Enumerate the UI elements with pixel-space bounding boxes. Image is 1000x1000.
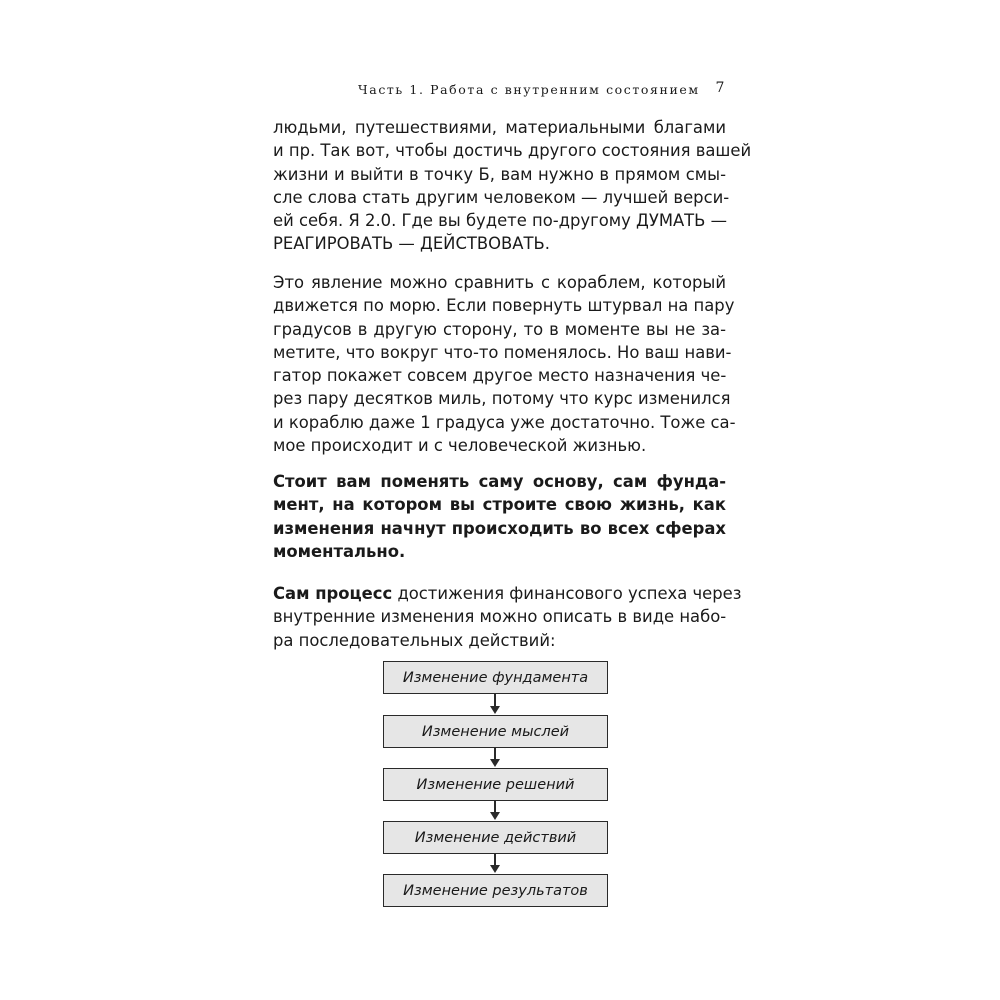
text-line: Стоит вам поменять саму основу, сам фунда- <box>273 472 726 491</box>
page-number: 7 <box>715 80 726 96</box>
text-line: внутренние изменения можно описать в виде набо- <box>273 607 727 627</box>
text-fragment: достижения финансового успеха через <box>397 584 742 603</box>
flow-step-results: Изменение результатов <box>383 874 608 907</box>
text-line: Это явление можно сравнить с кораблем, который <box>273 273 726 292</box>
arrow-down-icon <box>490 865 500 873</box>
paragraph-1 <box>273 116 752 256</box>
text-line: метите, что вокруг что-то поменялось. Но ваш нави- <box>273 342 732 362</box>
text-line: рез пару десятков миль, потому что курс изменился <box>273 389 731 409</box>
text-line: градусов в другую сторону, то в моменте вы не за- <box>273 319 726 339</box>
paragraph-4 <box>273 582 742 652</box>
flow-step-decisions: Изменение решений <box>383 768 608 801</box>
text-line: мент, на котором вы строите свою жизнь, как <box>273 495 726 515</box>
text-line: сле слова стать другим человеком — лучшей верси- <box>273 187 730 207</box>
text-line: РЕАГИРОВАТЬ — ДЕЙСТВОВАТЬ. <box>273 234 550 254</box>
flow-step-foundation: Изменение фундамента <box>383 661 608 694</box>
text-line: ей себя. Я 2.0. Где вы будете по-другому ДУМАТЬ — <box>273 211 728 231</box>
text-line: людьми, путешествиями, материальными благами <box>273 118 726 137</box>
text-line <box>273 582 742 605</box>
text-line: гатор покажет совсем другое место назначения че- <box>273 366 727 386</box>
arrow-down-icon <box>490 706 500 714</box>
arrow-down-icon <box>490 812 500 820</box>
text-line: жизни и выйти в точку Б, вам нужно в прямом смы- <box>273 164 726 184</box>
text-line: моментально. <box>273 541 406 561</box>
text-line: и пр. Так вот, чтобы достичь другого состояния вашей <box>273 141 752 161</box>
arrow-down-icon <box>490 759 500 767</box>
text-line: ра последовательных действий: <box>273 630 556 650</box>
flow-step-actions: Изменение действий <box>383 821 608 854</box>
running-header <box>358 80 726 102</box>
bold-lead: Сам процесс <box>273 584 393 603</box>
text-line: изменения начнут происходить во всех сферах <box>273 518 726 538</box>
text-line: мое происходит и с человеческой жизнью. <box>273 436 647 456</box>
bold-paragraph <box>273 470 726 563</box>
text-line: и кораблю даже 1 градуса уже достаточно. Тоже са- <box>273 412 736 432</box>
running-title: Часть 1. Работа с внутренним состоянием <box>358 82 700 97</box>
text-line: движется по морю. Если повернуть штурвал на пару <box>273 296 735 316</box>
flow-step-thoughts: Изменение мыслей <box>383 715 608 748</box>
paragraph-2 <box>273 271 736 457</box>
